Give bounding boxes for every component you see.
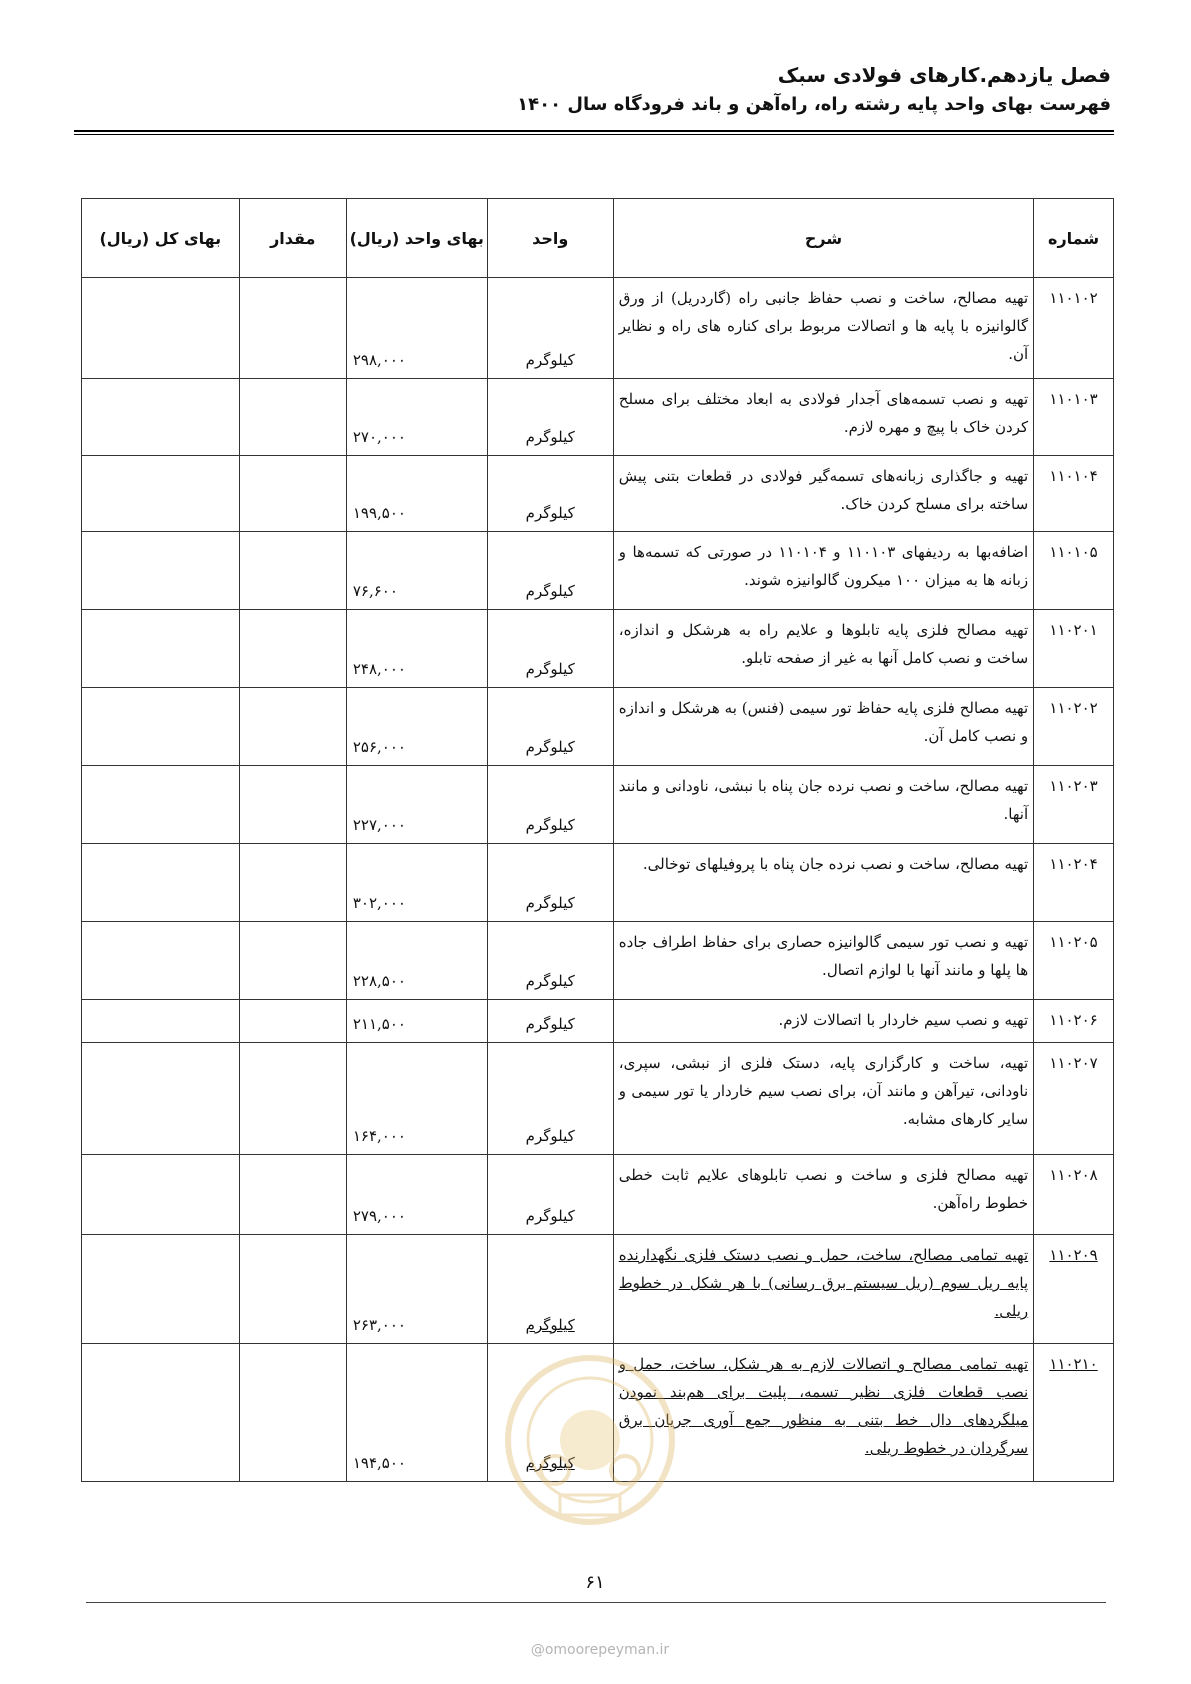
row-unit: کیلوگرم bbox=[487, 456, 613, 532]
row-code: ۱۱۰۲۰۸ bbox=[1034, 1155, 1114, 1235]
row-quantity bbox=[239, 688, 346, 766]
table-row bbox=[82, 379, 1114, 456]
row-total-price bbox=[82, 766, 240, 844]
row-code: ۱۱۰۲۰۷ bbox=[1034, 1043, 1114, 1155]
row-quantity bbox=[239, 1043, 346, 1155]
row-unit: کیلوگرم bbox=[487, 922, 613, 1000]
row-code: ۱۱۰۲۰۶ bbox=[1034, 1000, 1114, 1043]
row-description: تهیه مصالح فلزی و ساخت و نصب تابلوهای علایم ثابت خطی خطوط راه‌آهن. bbox=[613, 1155, 1033, 1235]
table-row bbox=[82, 610, 1114, 688]
page-header bbox=[71, 60, 1111, 120]
table-row bbox=[82, 1043, 1114, 1155]
header-rule-thin bbox=[74, 134, 1114, 135]
row-total-price bbox=[82, 278, 240, 379]
row-unit: کیلوگرم bbox=[487, 278, 613, 379]
row-description: تهیه مصالح فلزی پایه حفاظ تور سیمی (فنس) به هرشکل و اندازه و نصب کامل آن. bbox=[613, 688, 1033, 766]
row-total-price bbox=[82, 922, 240, 1000]
table-header-row bbox=[82, 199, 1114, 278]
row-code: ۱۱۰۲۰۱ bbox=[1034, 610, 1114, 688]
footer-rule bbox=[86, 1602, 1106, 1603]
row-code: ۱۱۰۱۰۴ bbox=[1034, 456, 1114, 532]
row-quantity bbox=[239, 1000, 346, 1043]
row-description: تهیه، ساخت و کارگزاری پایه، دستک فلزی از نبشی، سپری، ناودانی، تیرآهن و مانند آن، برای نصب سیم خاردار یا تور سیمی و سایر کارهای مشابه. bbox=[613, 1043, 1033, 1155]
row-total-price bbox=[82, 688, 240, 766]
table-row bbox=[82, 688, 1114, 766]
row-total-price bbox=[82, 1344, 240, 1482]
row-description: تهیه تمامی مصالح، ساخت، حمل و نصب دستک فلزی نگهدارنده پایه ریل سوم (ریل سیستم برق رسانی) با هر شکل در خطوط ریلی. bbox=[613, 1235, 1033, 1344]
row-quantity bbox=[239, 844, 346, 922]
row-quantity bbox=[239, 766, 346, 844]
row-total-price bbox=[82, 1043, 240, 1155]
row-total-price bbox=[82, 844, 240, 922]
column-header-quantity: مقدار bbox=[239, 199, 346, 278]
row-unit: کیلوگرم bbox=[487, 688, 613, 766]
row-description: تهیه مصالح فلزی پایه تابلوها و علایم راه به هرشکل و اندازه، ساخت و نصب کامل آنها به غیر از صفحه تابلو. bbox=[613, 610, 1033, 688]
row-description: تهیه مصالح، ساخت و نصب حفاظ جانبی راه (گاردریل) از ورق گالوانیزه با پایه ها و اتصالات مربوط برای کناره های راه و نظایر آن. bbox=[613, 278, 1033, 379]
table-row bbox=[82, 922, 1114, 1000]
table-row bbox=[82, 456, 1114, 532]
row-description: تهیه مصالح، ساخت و نصب نرده جان پناه با پروفیلهای توخالی. bbox=[613, 844, 1033, 922]
row-code: ۱۱۰۲۰۳ bbox=[1034, 766, 1114, 844]
table-row bbox=[82, 1155, 1114, 1235]
row-quantity bbox=[239, 379, 346, 456]
row-code: ۱۱۰۲۰۲ bbox=[1034, 688, 1114, 766]
row-unit: کیلوگرم bbox=[487, 844, 613, 922]
table-row bbox=[82, 532, 1114, 610]
row-unit: کیلوگرم bbox=[487, 1000, 613, 1043]
row-unit: کیلوگرم bbox=[487, 766, 613, 844]
chapter-title: فصل یازدهم.کارهای فولادی سبک bbox=[777, 63, 1111, 87]
watermark-seal-icon bbox=[500, 1330, 680, 1550]
row-unit: کیلوگرم bbox=[487, 1043, 613, 1155]
row-quantity bbox=[239, 532, 346, 610]
row-unit-price: ۱۹۴,۵۰۰ bbox=[346, 1344, 487, 1482]
row-unit-price: ۱۶۴,۰۰۰ bbox=[346, 1043, 487, 1155]
row-description: تهیه تمامی مصالح و اتصالات لازم به هر شکل، ساخت، حمل و نصب قطعات فلزی نظیر تسمه، پلیت برای هم‌بند نمودن میلگردهای دال خط بتنی به منظور جمع آوری جریان برق سرگردان در خطوط ریلی. bbox=[613, 1344, 1033, 1482]
row-total-price bbox=[82, 456, 240, 532]
row-quantity bbox=[239, 1235, 346, 1344]
row-quantity bbox=[239, 922, 346, 1000]
row-unit-price: ۲۹۸,۰۰۰ bbox=[346, 278, 487, 379]
row-description: تهیه مصالح، ساخت و نصب نرده جان پناه با نبشی، ناودانی و مانند آنها. bbox=[613, 766, 1033, 844]
row-code: ۱۱۰۲۱۰ bbox=[1034, 1344, 1114, 1482]
row-unit-price: ۲۶۳,۰۰۰ bbox=[346, 1235, 487, 1344]
row-unit-price: ۲۲۸,۵۰۰ bbox=[346, 922, 487, 1000]
column-header-description: شرح bbox=[613, 199, 1033, 278]
table-row bbox=[82, 1000, 1114, 1043]
row-description: اضافه‌بها به ردیفهای ۱۱۰۱۰۳ و ۱۱۰۱۰۴ در صورتی که تسمه‌ها و زبانه ها به میزان ۱۰۰ میکرون گالوانیزه شوند. bbox=[613, 532, 1033, 610]
row-code: ۱۱۰۱۰۳ bbox=[1034, 379, 1114, 456]
row-total-price bbox=[82, 1155, 240, 1235]
table-row bbox=[82, 1235, 1114, 1344]
header-rule bbox=[74, 130, 1114, 132]
row-unit: کیلوگرم bbox=[487, 379, 613, 456]
row-unit-price: ۲۱۱,۵۰۰ bbox=[346, 1000, 487, 1043]
row-unit: کیلوگرم bbox=[487, 532, 613, 610]
row-quantity bbox=[239, 1155, 346, 1235]
column-header-code: شماره bbox=[1034, 199, 1114, 278]
row-unit-price: ۲۴۸,۰۰۰ bbox=[346, 610, 487, 688]
row-description: تهیه و نصب تسمه‌های آجدار فولادی به ابعاد مختلف برای مسلح کردن خاک با پیچ و مهره لازم. bbox=[613, 379, 1033, 456]
row-description: تهیه و جاگذاری زبانه‌های تسمه‌گیر فولادی در قطعات بتنی پیش ساخته برای مسلح کردن خاک. bbox=[613, 456, 1033, 532]
row-quantity bbox=[239, 456, 346, 532]
row-unit: کیلوگرم bbox=[487, 1235, 613, 1344]
row-unit-price: ۱۹۹,۵۰۰ bbox=[346, 456, 487, 532]
row-unit-price: ۲۷۰,۰۰۰ bbox=[346, 379, 487, 456]
table-row bbox=[82, 766, 1114, 844]
row-quantity bbox=[239, 278, 346, 379]
row-unit-price: ۲۲۷,۰۰۰ bbox=[346, 766, 487, 844]
row-code: ۱۱۰۱۰۵ bbox=[1034, 532, 1114, 610]
row-total-price bbox=[82, 379, 240, 456]
row-code: ۱۱۰۲۰۹ bbox=[1034, 1235, 1114, 1344]
row-unit: کیلوگرم bbox=[487, 610, 613, 688]
row-unit: کیلوگرم bbox=[487, 1155, 613, 1235]
column-header-total-price: بهای کل (ریال) bbox=[82, 199, 240, 278]
row-total-price bbox=[82, 1235, 240, 1344]
table-row bbox=[82, 278, 1114, 379]
row-unit-price: ۲۵۶,۰۰۰ bbox=[346, 688, 487, 766]
row-unit: کیلوگرم bbox=[487, 1344, 613, 1482]
row-code: ۱۱۰۲۰۴ bbox=[1034, 844, 1114, 922]
row-description: تهیه و نصب تور سیمی گالوانیزه حصاری برای حفاظ اطراف جاده ها پلها و مانند آنها با لوازم اتصال. bbox=[613, 922, 1033, 1000]
row-unit-price: ۳۰۲,۰۰۰ bbox=[346, 844, 487, 922]
row-total-price bbox=[82, 610, 240, 688]
row-quantity bbox=[239, 1344, 346, 1482]
row-unit-price: ۲۷۹,۰۰۰ bbox=[346, 1155, 487, 1235]
document-subtitle: فهرست بهای واحد پایه رشته راه، راه‌آهن و باند فرودگاه سال ۱۴۰۰ bbox=[517, 94, 1111, 115]
column-header-unit: واحد bbox=[487, 199, 613, 278]
page-number: ۶۱ bbox=[585, 1572, 605, 1593]
table-row bbox=[82, 844, 1114, 922]
column-header-unit-price: بهای واحد (ریال) bbox=[346, 199, 487, 278]
website-watermark: @omoorepeyman.ir bbox=[530, 1642, 670, 1658]
row-total-price bbox=[82, 532, 240, 610]
row-quantity bbox=[239, 610, 346, 688]
price-list-table bbox=[81, 198, 1114, 1482]
row-unit-price: ۷۶,۶۰۰ bbox=[346, 532, 487, 610]
row-code: ۱۱۰۲۰۵ bbox=[1034, 922, 1114, 1000]
row-total-price bbox=[82, 1000, 240, 1043]
row-code: ۱۱۰۱۰۲ bbox=[1034, 278, 1114, 379]
row-description: تهیه و نصب سیم خاردار با اتصالات لازم. bbox=[613, 1000, 1033, 1043]
